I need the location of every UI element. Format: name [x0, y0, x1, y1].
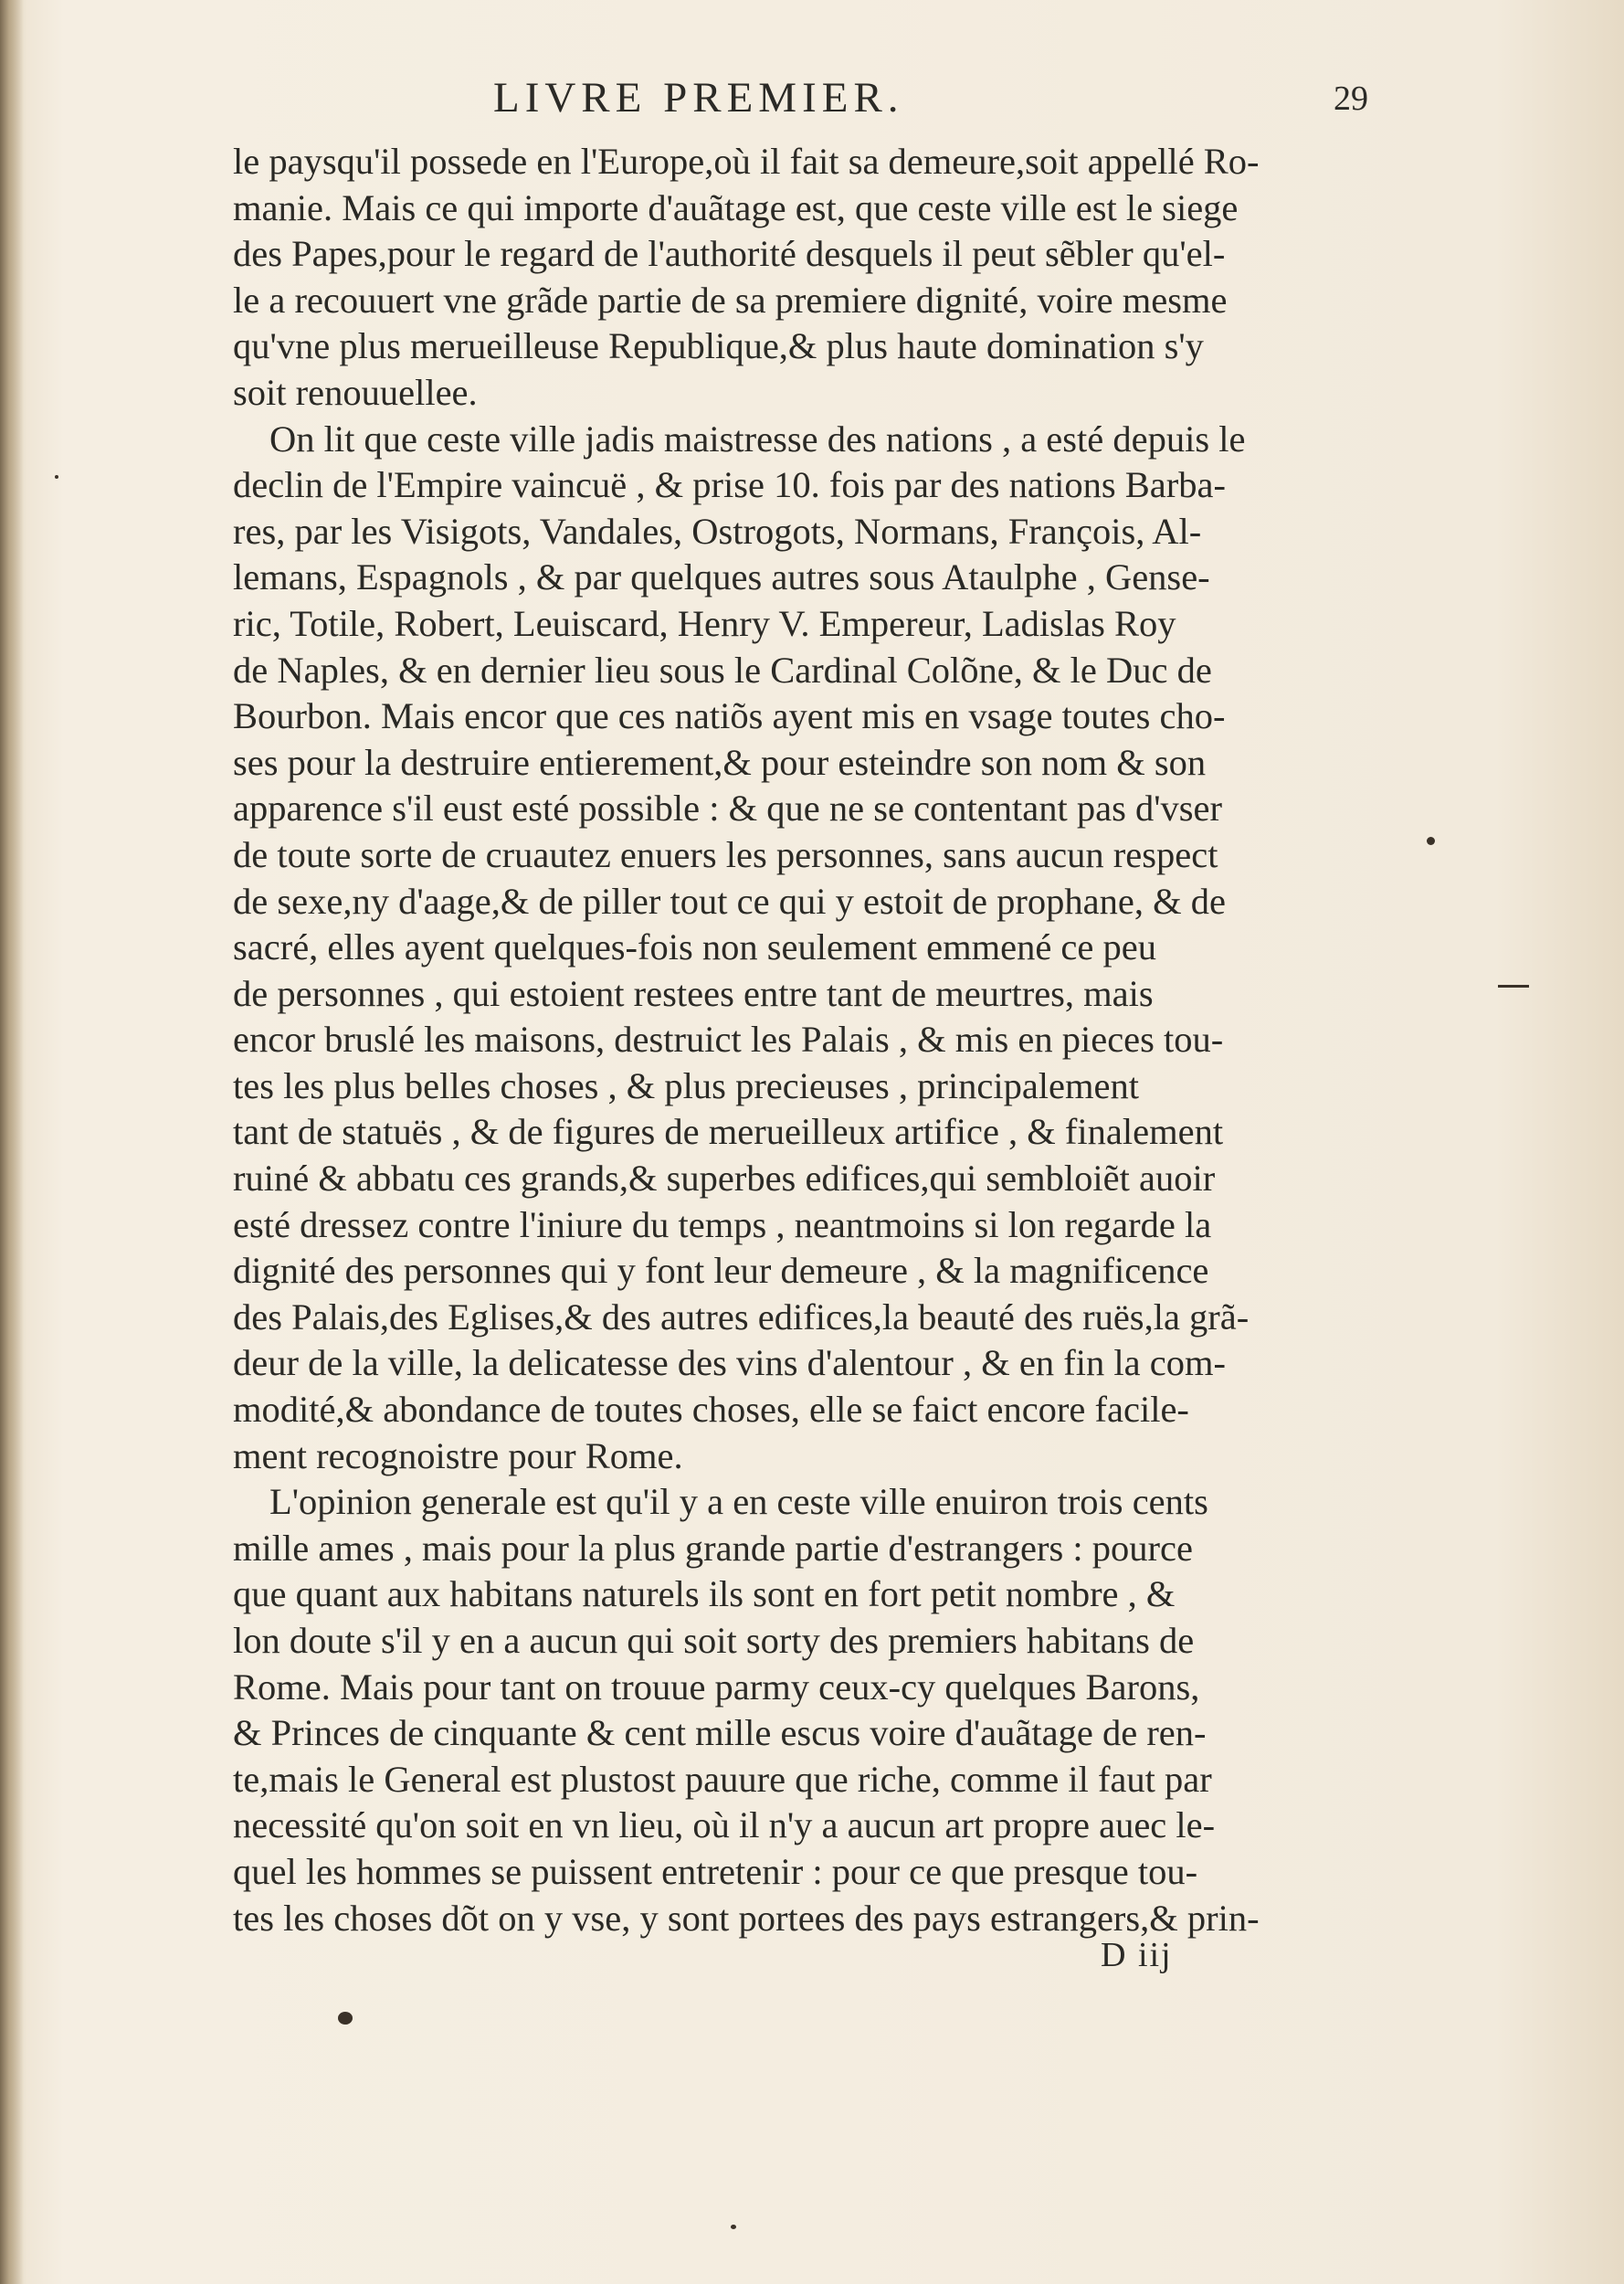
text-line: de Naples, & en dernier lieu sous le Cardinal Colõne, & le Duc de — [233, 649, 1212, 691]
text-line: soit renouuellee. — [233, 371, 478, 413]
text-line: sacré, elles ayent quelques-fois non seulement emmené ce peu — [233, 926, 1156, 968]
text-line: mille ames , mais pour la plus grande partie d'estrangers : pource — [233, 1527, 1193, 1569]
text-line: Rome. Mais pour tant on trouue parmy ceux-cy quelques Barons, — [233, 1665, 1200, 1708]
signature-mark: D iij — [1101, 1936, 1173, 1974]
text-line: ment recognoistre pour Rome. — [233, 1434, 683, 1476]
text-line: qu'vne plus merueilleuse Republique,& plus haute domination s'y — [233, 325, 1204, 367]
text-line: ruiné & abbatu ces grands,& superbes edifices,qui sembloiẽt auoir — [233, 1158, 1216, 1200]
text-line: declin de l'Empire vaincuë , & prise 10. fois par des nations Barba- — [233, 464, 1226, 506]
text-line: te,mais le General est plustost pauure que riche, comme il faut par — [233, 1758, 1212, 1800]
text-line: encor bruslé les maisons, destruict les Palais , & mis en pieces tou- — [233, 1019, 1224, 1061]
running-title: LIVRE PREMIER. — [493, 74, 904, 122]
page-number: 29 — [1334, 79, 1368, 118]
text-line: tant de statuës , & de figures de merueilleux artifice , & finalement — [233, 1111, 1224, 1153]
paragraph — [233, 1479, 1384, 1941]
text-line: deur de la ville, la delicatesse des vins d'alentour , & en fin la com- — [233, 1342, 1226, 1384]
text-line: res, par les Visigots, Vandales, Ostrogots, Normans, François, Al- — [233, 510, 1202, 552]
text-line: de personnes , qui estoient restees entre tant de meurtres, mais — [233, 972, 1154, 1014]
text-line: esté dressez contre l'iniure du temps , neantmoins si lon regarde la — [233, 1203, 1212, 1245]
text-line: lemans, Espagnols , & par quelques autres sous Ataulphe , Gense- — [233, 556, 1210, 598]
text-line: manie. Mais ce qui importe d'auãtage est, que ceste ville est le siege — [233, 186, 1239, 228]
text-line: tes les choses dõt on y vse, y sont portees des pays estrangers,& prin- — [233, 1897, 1260, 1939]
body-text — [233, 139, 1384, 1941]
text-line: de sexe,ny d'aage,& de piller tout ce qui y estoit de prophane, & de — [233, 880, 1226, 922]
text-line: quel les hommes se puissent entretenir : pour ce que presque tou- — [233, 1850, 1198, 1892]
text-line: le a recouuert vne grãde partie de sa premiere dignité, voire mesme — [233, 279, 1228, 321]
text-line: ses pour la destruire entierement,& pour esteindre son nom & son — [233, 741, 1207, 783]
text-line: Bourbon. Mais encor que ces natiõs ayent mis en vsage toutes cho- — [233, 695, 1226, 737]
page-header — [0, 73, 1624, 128]
text-line: de toute sorte de cruautez enuers les personnes, sans aucun respect — [233, 833, 1218, 875]
ink-speck — [731, 2225, 736, 2229]
ink-speck — [55, 475, 58, 479]
text-line: L'opinion generale est qu'il y a en ceste ville enuiron trois cents — [269, 1481, 1208, 1523]
text-line: le paysqu'il possede en l'Europe,où il fait sa demeure,soit appellé Ro- — [233, 141, 1260, 182]
text-line: necessité qu'on soit en vn lieu, où il n'y a aucun art propre auec le- — [233, 1804, 1216, 1846]
text-line: des Papes,pour le regard de l'authorité desquels il peut sẽbler qu'el- — [233, 233, 1226, 275]
text-line: & Princes de cinquante & cent mille escus voire d'auãtage de ren- — [233, 1712, 1207, 1754]
ink-speck — [1427, 837, 1435, 845]
page-gutter-shadow — [0, 0, 24, 2284]
text-line: lon doute s'il y en a aucun qui soit sorty des premiers habitans de — [233, 1620, 1195, 1661]
ink-blot — [338, 2012, 353, 2025]
text-line: que quant aux habitans naturels ils sont en fort petit nombre , & — [233, 1573, 1176, 1615]
text-line: tes les plus belles choses , & plus precieuses , principalement — [233, 1064, 1140, 1106]
text-line: des Palais,des Eglises,& des autres edifices,la beauté des ruës,la grã- — [233, 1295, 1250, 1338]
ink-dash — [1498, 985, 1529, 988]
text-line: ric, Totile, Robert, Leuiscard, Henry V. Empereur, Ladislas Roy — [233, 602, 1176, 644]
paragraph — [233, 139, 1384, 417]
paragraph — [233, 417, 1384, 1480]
text-line: On lit que ceste ville jadis maistresse des nations , a esté depuis le — [269, 418, 1246, 460]
text-line: dignité des personnes qui y font leur demeure , & la magnificence — [233, 1250, 1209, 1292]
text-line: apparence s'il eust esté possible : & que ne se contentant pas d'vser — [233, 788, 1223, 830]
text-line: modité,& abondance de toutes choses, elle se faict encore facile- — [233, 1389, 1189, 1431]
